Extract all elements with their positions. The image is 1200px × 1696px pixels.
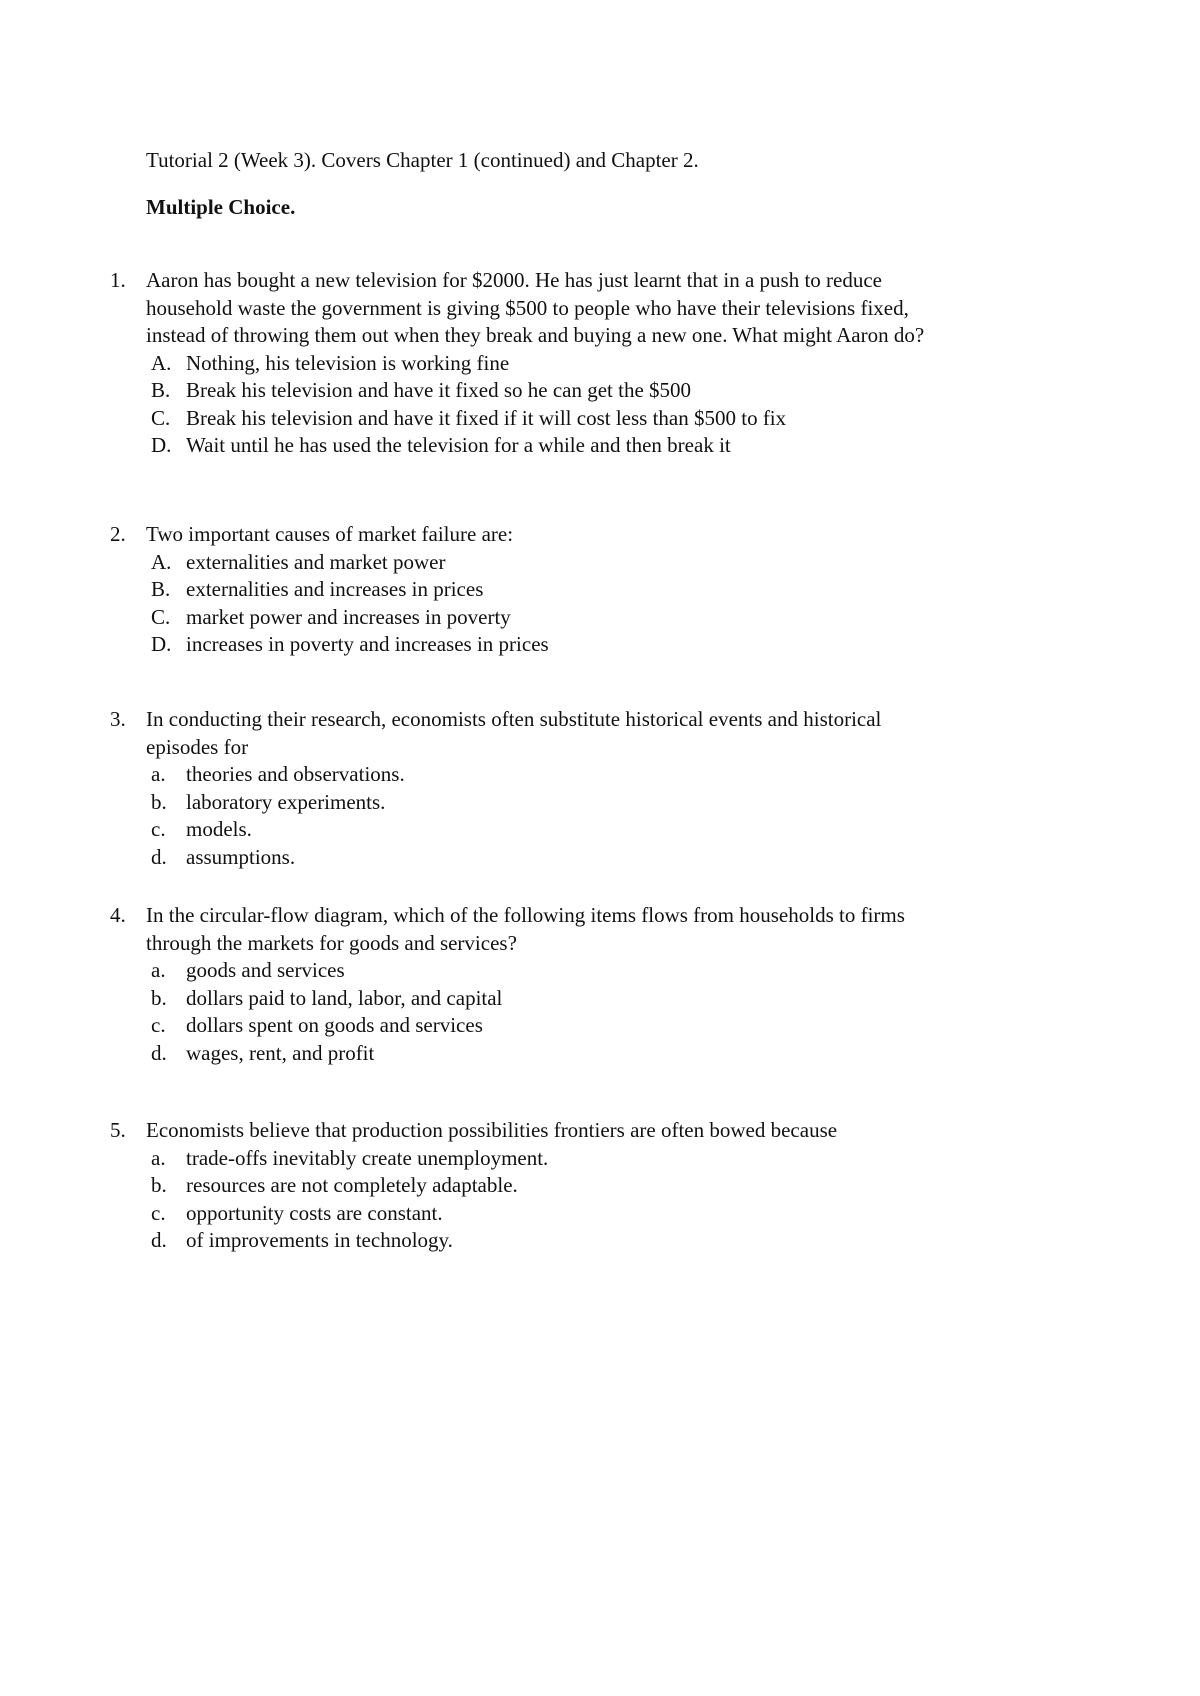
option-letter: b. <box>151 1173 167 1197</box>
question-number: 2. <box>110 522 126 546</box>
option-text: externalities and market power <box>186 549 446 574</box>
option-b <box>146 789 1070 817</box>
option-c <box>146 1200 1070 1228</box>
option-letter: B. <box>151 577 171 601</box>
option-letter: a. <box>151 1145 166 1170</box>
question-stem: Two important causes of market failure are: <box>146 522 514 546</box>
option-text: wages, rent, and profit <box>186 1040 375 1065</box>
option-letter: C. <box>151 405 171 430</box>
option-a <box>146 549 1070 577</box>
option-list <box>110 549 1070 659</box>
option-d <box>146 1040 1070 1068</box>
option-list <box>110 957 1070 1067</box>
question-1 <box>110 267 1070 460</box>
option-a <box>146 957 1070 985</box>
option-a <box>146 761 1070 789</box>
option-text: market power and increases in poverty <box>186 604 511 629</box>
option-list <box>110 761 1070 871</box>
option-letter: d. <box>151 1040 167 1065</box>
option-d <box>146 631 1070 659</box>
option-text: externalities and increases in prices <box>186 577 484 601</box>
option-b <box>146 576 1070 604</box>
option-letter: b. <box>151 789 167 814</box>
option-letter: C. <box>151 604 171 629</box>
option-letter: a. <box>151 762 166 786</box>
option-text: resources are not completely adaptable. <box>186 1173 518 1197</box>
option-text: Wait until he has used the television for a while and then break it <box>186 433 731 457</box>
option-text: Nothing, his television is working fine <box>186 350 510 375</box>
option-text: increases in poverty and increases in prices <box>186 632 549 656</box>
question-number: 5. <box>110 1118 126 1142</box>
option-list <box>110 1145 1070 1255</box>
option-d <box>146 1227 1070 1255</box>
option-letter: d. <box>151 1228 167 1252</box>
question-stem: Aaron has bought a new television for $2000. He has just learnt that in a push to reduce household waste the government is giving $500 to people who have their televisions fixed, instead of throwing them out when they break and buying a new one. What might Aaron do? <box>146 268 925 347</box>
question-stem: Economists believe that production possibilities frontiers are often bowed because <box>146 1118 838 1142</box>
option-a <box>146 350 1070 378</box>
option-text: of improvements in technology. <box>186 1228 453 1252</box>
option-c <box>146 604 1070 632</box>
question-2 <box>110 521 1070 659</box>
option-text: models. <box>186 817 252 841</box>
question-number: 1. <box>110 268 126 292</box>
option-letter: D. <box>151 632 172 656</box>
option-text: theories and observations. <box>186 762 405 786</box>
option-c <box>146 1012 1070 1040</box>
option-letter: A. <box>151 549 172 574</box>
option-letter: a. <box>151 958 166 982</box>
option-text: trade-offs inevitably create unemployment. <box>186 1145 549 1170</box>
option-d <box>146 844 1070 872</box>
option-c <box>146 405 1070 433</box>
option-text: assumptions. <box>186 844 296 869</box>
option-a <box>146 1145 1070 1173</box>
option-c <box>146 816 1070 844</box>
option-letter: c. <box>151 1013 166 1037</box>
question-4 <box>110 902 1070 1067</box>
option-letter: d. <box>151 844 167 869</box>
option-text: opportunity costs are constant. <box>186 1200 443 1225</box>
option-b <box>146 1172 1070 1200</box>
question-3 <box>110 706 1070 871</box>
section-title: Multiple Choice. <box>146 195 296 219</box>
option-letter: c. <box>151 817 166 841</box>
option-b <box>146 985 1070 1013</box>
option-letter: D. <box>151 433 172 457</box>
question-number: 3. <box>110 707 126 731</box>
option-letter: B. <box>151 378 171 402</box>
option-list <box>110 350 1070 460</box>
document-header: Tutorial 2 (Week 3). Covers Chapter 1 (continued) and Chapter 2. <box>146 148 699 172</box>
option-text: laboratory experiments. <box>186 789 386 814</box>
option-text: Break his television and have it fixed if it will cost less than $500 to fix <box>186 405 787 430</box>
option-b <box>146 377 1070 405</box>
option-text: dollars paid to land, labor, and capital <box>186 985 503 1010</box>
option-letter: c. <box>151 1200 166 1225</box>
option-text: dollars spent on goods and services <box>186 1013 483 1037</box>
question-stem: In conducting their research, economists often substitute historical events and historical episodes for <box>146 707 882 759</box>
question-number: 4. <box>110 903 126 927</box>
question-stem: In the circular-flow diagram, which of the following items flows from households to firms through the markets for goods and services? <box>146 903 905 955</box>
option-letter: A. <box>151 350 172 375</box>
option-text: goods and services <box>186 958 345 982</box>
option-text: Break his television and have it fixed so he can get the $500 <box>186 378 692 402</box>
option-letter: b. <box>151 985 167 1010</box>
question-5 <box>110 1117 1070 1255</box>
option-d <box>146 432 1070 460</box>
